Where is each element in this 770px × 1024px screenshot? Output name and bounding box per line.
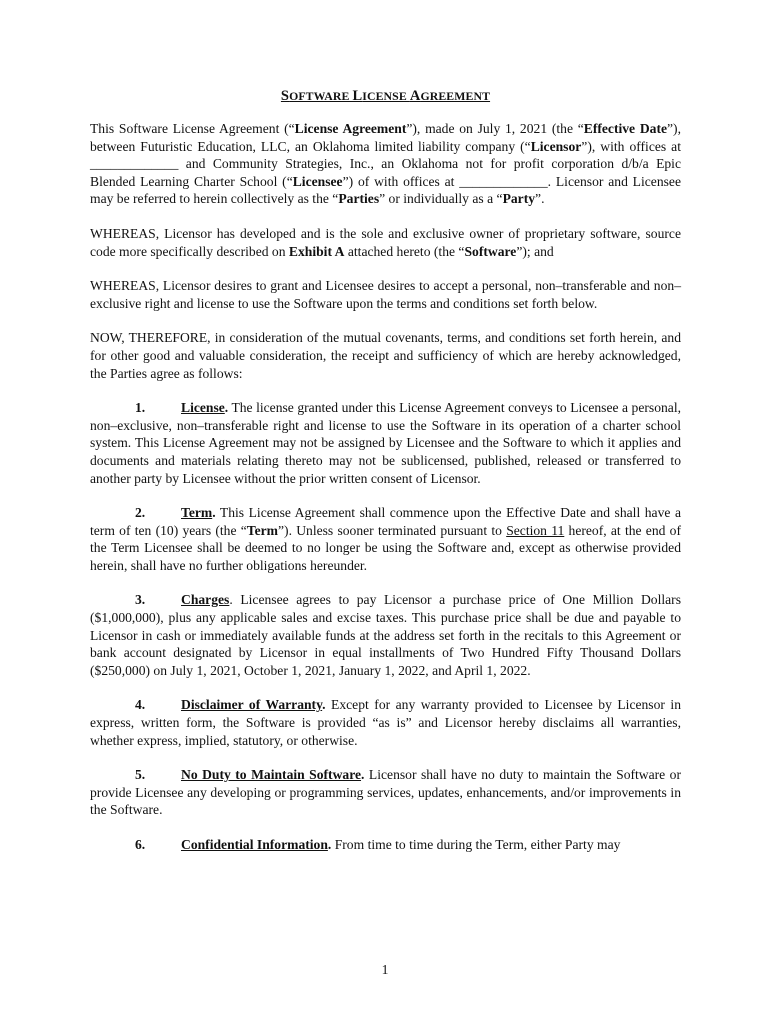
section-disclaimer-of-warranty: 4. Disclaimer of Warranty. Except for any warranty provided to Licensee by Licensor in express, written form, the Software is provided “as is” and Licensor hereby disclaims all warranties, whether express, implied, statutory, or otherwise.	[90, 697, 681, 748]
section-heading: Confidential Information	[181, 837, 328, 852]
section-no-duty-to-maintain: 5. No Duty to Maintain Software. Licensor shall have no duty to maintain the Software or provide Licensee any developing or programming services, updates, enhancements, and/or improvements in the Software.	[90, 767, 682, 818]
section-term: 2. Term. This License Agreement shall commence upon the Effective Date and shall have a term of ten (10) years (the “Term”). Unless sooner terminated pursuant to Section 11 hereof, at the end of the Term Licensee shall be deemed to no longer be using the Software and, except as otherwise provided herein, shall have no further obligations hereunder.	[90, 505, 681, 573]
page-number: 1	[381, 962, 389, 977]
document-body	[90, 88, 681, 871]
section-number: 4.	[135, 697, 146, 713]
section-heading: Charges	[181, 592, 230, 608]
section-11-reference: Section 11	[506, 522, 565, 538]
document-title: SOFTWARE LICENSE AGREEMENT	[280, 88, 491, 104]
whereas-paragraph-2: WHEREAS, Licensor desires to grant and Licensee desires to accept a personal, non–transferable and non–exclusive right and license to use the Software upon the terms and conditions set forth below.	[90, 278, 681, 311]
section-number: 6.	[135, 837, 146, 852]
section-heading: Disclaimer of Warranty	[181, 697, 323, 713]
section-number: 5.	[135, 767, 146, 783]
section-charges: 3. Charges. Licensee agrees to pay Licensor a purchase price of One Million Dollars ($1,000,000), plus any applicable sales and excise taxes. This purchase price shall be due and payable to Licensor in cash or immediately available funds at the address set forth in the recitals to this Agreement or bank account designated by Licensor in equal installments of Two Hundred Fifty Thousand Dollars ($250,000) on July 1, 2021, October 1, 2021, January 1, 2022, and April 1, 2022.	[90, 592, 681, 678]
whereas-paragraph-1: WHEREAS, Licensor has developed and is the sole and exclusive owner of proprietary software, source code more specifically described on Exhibit A attached hereto (the “Software”); and	[90, 225, 681, 259]
now-therefore-paragraph: NOW, THEREFORE, in consideration of the mutual covenants, terms, and conditions set forth herein, and for other good and valuable consideration, the receipt and sufficiency of which are hereby acknowledged, the Parties agree as follows:	[90, 330, 681, 381]
section-heading: No Duty to Maintain Software	[181, 767, 362, 783]
section-number: 2.	[135, 505, 146, 521]
section-confidential-information: 6. Confidential Information. From time to time during the Term, either Party may	[135, 837, 621, 852]
section-number: 3.	[135, 592, 146, 608]
section-number: 1.	[135, 400, 146, 416]
section-heading: License	[181, 400, 225, 416]
section-heading: Term	[181, 505, 213, 521]
section-license: 1. License. The license granted under this License Agreement conveys to Licensee a personal, non–exclusive, non–transferable right and license to use the Software in its operation of a charter school system. This License Agreement may not be assigned by Licensee and the Software to which it applies and documents and materials relating thereto may not be sublicensed, published, released or transferred to another party by Licensee without the prior written consent of Licensor.	[90, 400, 681, 486]
intro-paragraph: This Software License Agreement (“License Agreement”), made on July 1, 2021 (the “Effective Date”), between Futuristic Education, LLC, an Oklahoma limited liability company (“Licensor”), with offices at _____________ and Community Strategies, Inc., an Oklahoma not for profit corporation d/b/a Epic Blended Learning Charter School (“Licensee”) of with offices at _____________. Licensor and Licensee may be referred to herein collectively as the “Parties” or individually as a “Party”.	[90, 121, 681, 207]
